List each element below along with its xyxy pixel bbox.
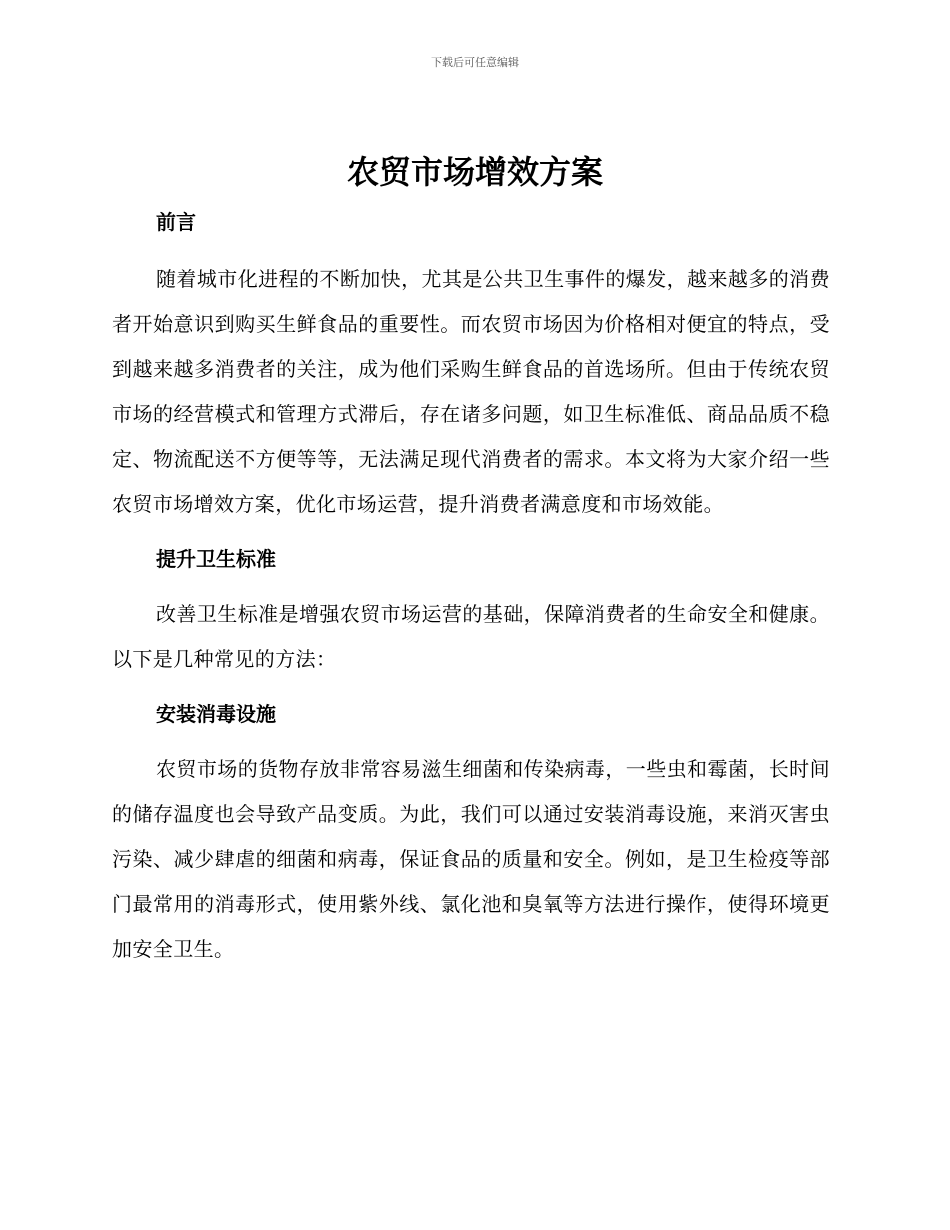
document-title: 农贸市场增效方案 <box>346 153 603 191</box>
paragraph-disinfection: 农贸市场的货物存放非常容易滋生细菌和传染病毒，一些虫和霉菌，长时间的储存温度也会导致产品变质。为此，我们可以通过安装消毒设施，来消灭害虫污染、减少肆虐的细菌和病毒，保证食品的质量和安全。例如，是卫生检疫等部门最常用的消毒形式，使用紫外线、氯化池和臭氧等方法进行操作，使得环境更加安全卫生。 <box>112 757 830 961</box>
paragraph-preface: 随着城市化进程的不断加快，尤其是公共卫生事件的爆发，越来越多的消费者开始意识到购买生鲜食品的重要性。而农贸市场因为价格相对便宜的特点，受到越来越多消费者的关注，成为他们采购生鲜食品的首选场所。但由于传统农贸市场的经营模式和管理方式滞后，存在诸多问题，如卫生标准低、商品品质不稳定、物流配送不方便等等，无法满足现代消费者的需求。本文将为大家介绍一些农贸市场增效方案，优化市场运营，提升消费者满意度和市场效能。 <box>112 267 830 516</box>
header-note: 下载后可任意编辑 <box>431 56 519 69</box>
section-heading-disinfection: 安装消毒设施 <box>156 702 276 726</box>
section-heading-preface: 前言 <box>156 210 196 234</box>
document-body <box>112 200 830 972</box>
paragraph-hygiene: 改善卫生标准是增强农贸市场运营的基础，保障消费者的生命安全和健康。以下是几种常见的方法： <box>112 602 830 671</box>
section-heading-hygiene: 提升卫生标准 <box>156 547 276 571</box>
